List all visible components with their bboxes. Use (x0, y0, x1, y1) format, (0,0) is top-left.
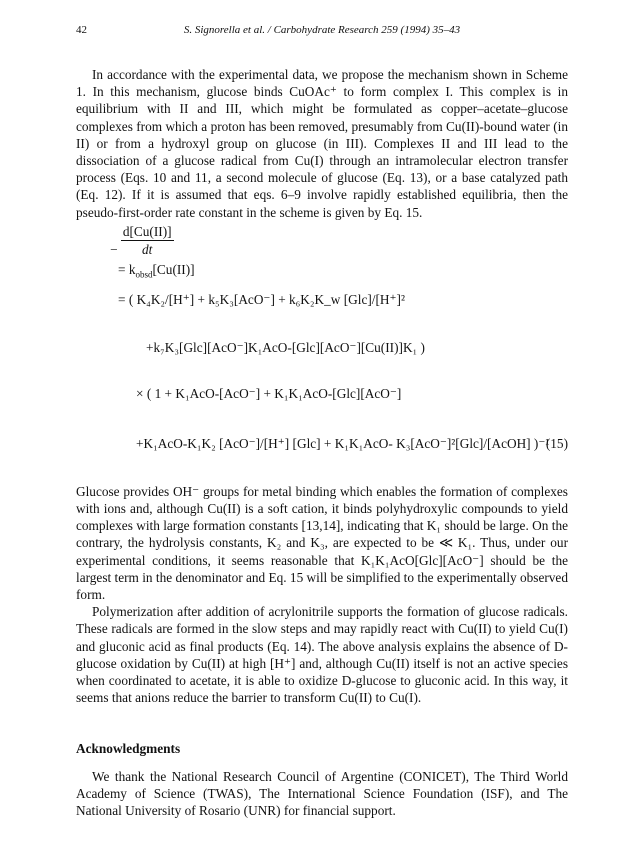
equation-15: − $\frac{d[Cu(II)]}{dt}$ = $k_{obsd}[Cu(II)]$ = ( K₄K₂/[H⁺] + k₅K₃[AcO⁻] + k₆K₂K_w [Glc]/[H⁺]² +k₇K₃[Glc][AcO⁻]K₁AcO-[Glc][AcO⁻][Cu(II)]K₁ ) × ( 1 + K₁AcO-[AcO⁻] + K₁K₁AcO-[Glc][AcO⁻] +K₁AcO-K₁K₂ [AcO⁻]/[H⁺] [Glc] + K₁K₁AcO- K₃[AcO⁻]²[Glc]/[AcOH] )⁻¹ (15) (110, 223, 568, 451)
article-body (76, 66, 568, 819)
eq-line-denominator: × ( 1 + K₁AcO-[AcO⁻] + K₁K₁AcO-[Glc][AcO⁻] (136, 385, 402, 401)
paragraph-mechanism: In accordance with the experimental data, we propose the mechanism shown in Scheme 1. In this mechanism, glucose binds CuOAc⁺ to form complex I. This complex is in equilibrium with II and III, which might be formulated as copper–acetate–glucose complexes from which a proton has been removed, presumably from Cu(II)-bound water (in II) or from a hydroxyl group on glucose (in III). Complexes II and III lead to the dissociation of a glucose radical from Cu(I) through an intramolecular electron transfer process (Eqs. 10 and 11, a second molecule of glucose (Eq. 13), or a base catalyzed path (Eq. 12). If it is assumed that eqs. 6–9 involve rapidly established equilibria, then the pseudo-first-order rate constant in the scheme is given by Eq. 15. (76, 67, 568, 220)
eq-line-denominator-continued: +K₁AcO-K₁K₂ [AcO⁻]/[H⁺] [Glc] + K₁K₁AcO- K₃[AcO⁻]²[Glc]/[AcOH] )⁻¹ (136, 435, 550, 451)
running-title: S. Signorella et al. / Carbohydrate Research 259 (1994) 35–43 (183, 24, 461, 36)
eq-line-kobsd: = $k_{obsd}[Cu(II)]$ (118, 261, 195, 280)
eq-line-numerator-terms: = ( K₄K₂/[H⁺] + k₅K₃[AcO⁻] + k₆K₂K_w [Glc]/[H⁺]² (118, 291, 405, 307)
acknowledgments-heading: Acknowledgments (76, 741, 181, 757)
eq-line-k7-term: +k₇K₃[Glc][AcO⁻]K₁AcO-[Glc][AcO⁻][Cu(II)]K₁ ) (146, 339, 425, 355)
acknowledgments-text: We thank the National Research Council of Argentine (CONICET), The Third World Academy of Science (TWAS), The International Science Foundation (ISF), and The National University of Rosario (UNR) for financial support. (76, 768, 568, 819)
page-header (76, 24, 568, 42)
paragraph-polymerization: Polymerization after addition of acrylonitrile supports the formation of glucose radicals. These radicals are formed in the slow steps and may rapidly react with Cu(II) to yield Cu(I) and gluconic acid as final products (Eq. 14). The above analysis explains the absence of D-glucose oxidation by Cu(II) at high [H⁺] and, although Cu(II) itself is not an active species when coordinated to acetate, it is able to oxidize D-glucose to gluconic acid. In this way, it seems that anions reduce the barrier to transform Cu(II) to Cu(I). (76, 604, 568, 706)
eq-derivative-denominator: dt (142, 242, 153, 258)
page-number: 42 (76, 24, 87, 36)
equation-number: (15) (545, 435, 568, 451)
eq-derivative-numerator: d[Cu(II)] (121, 223, 174, 241)
paragraph-glucose-binding: Glucose provides OH⁻ groups for metal binding which enables the formation of complexes with ions and, although Cu(II) is a soft cation, it binds polyhydroxylic compounds to yield complexes with large formation constants [13,14], indicating that K₁ should be large. On the contrary, the hydrolysis constants, K₂ and K₃, are expected to be ≪ K₁. Thus, under our experimental conditions, it seems reasonable that K₁K₁AcO[Glc][AcO⁻] should be the largest term in the denominator and Eq. 15 will be simplified to the experimentally observed form. (76, 483, 568, 603)
